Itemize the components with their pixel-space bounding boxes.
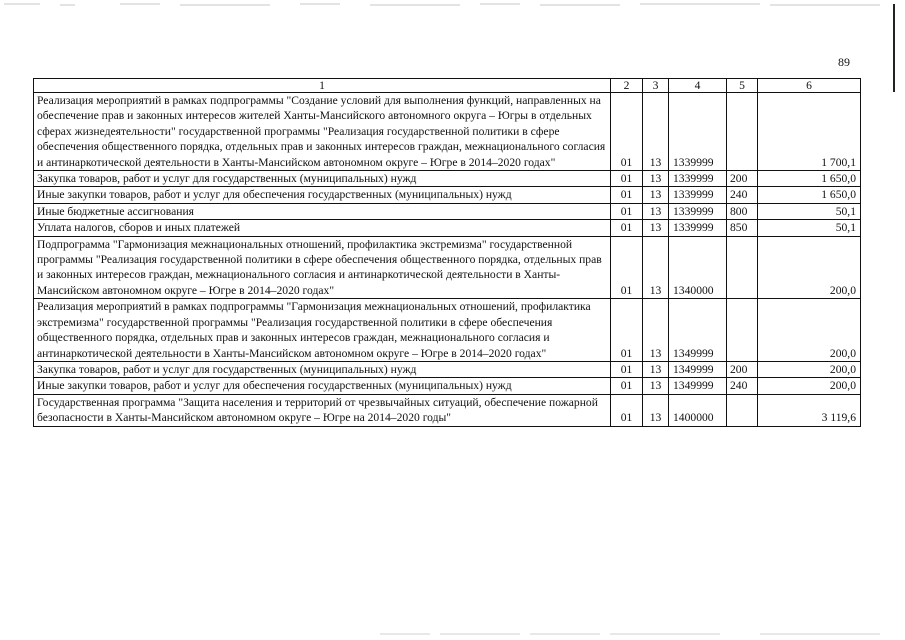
budget-table (33, 78, 861, 427)
subsection-code: 13 (643, 220, 669, 236)
table-row (34, 236, 861, 299)
target-article-code: 1340000 (669, 236, 727, 299)
scan-artifact-bottom (0, 628, 905, 640)
amount: 3 119,6 (758, 394, 861, 426)
row-description: Иные бюджетные ассигнования (34, 203, 611, 219)
expense-type-code (727, 93, 758, 171)
amount: 1 650,0 (758, 171, 861, 187)
expense-type-code: 850 (727, 220, 758, 236)
row-description: Подпрограмма "Гармонизация межнациональных отношений, профилактика экстремизма" государственной программы "Реализация государственной политики в сфере обеспечения общественного порядка, отдельных прав и законных интересов граждан, межнационального согласия и антинаркотической деятельности в Ханты-Мансийском автономном округе – Югре в 2014–2020 годах" (34, 236, 611, 299)
amount: 200,0 (758, 378, 861, 394)
column-header-4: 4 (669, 79, 727, 93)
row-description: Иные закупки товаров, работ и услуг для обеспечения государственных (муниципальных) нужд (34, 187, 611, 203)
page-edge-rule (893, 4, 895, 92)
row-description: Реализация мероприятий в рамках подпрограммы "Создание условий для выполнения функций, направленных на обеспечение прав и законных интересов жителей Ханты-Мансийского автономного округа – Югры в отдельных сферах жизнедеятельности" государственной программы "Реализация государственной политики в сфере обеспечения общественного порядка, отдельных прав и законных интересов граждан, межнационального согласия и антинаркотической деятельности в Ханты-Мансийском автономном округе – Югре в 2014–2020 годах" (34, 93, 611, 171)
target-article-code: 1339999 (669, 93, 727, 171)
target-article-code: 1349999 (669, 361, 727, 377)
subsection-code: 13 (643, 236, 669, 299)
page-number: 89 (838, 55, 850, 69)
section-code: 01 (611, 378, 643, 394)
expense-type-code: 240 (727, 187, 758, 203)
subsection-code: 13 (643, 394, 669, 426)
target-article-code: 1339999 (669, 171, 727, 187)
target-article-code: 1339999 (669, 187, 727, 203)
row-description: Государственная программа "Защита населения и территорий от чрезвычайных ситуаций, обеспечение пожарной безопасности в Ханты-Мансийском автономном округе – Югре на 2014–2020 годы" (34, 394, 611, 426)
target-article-code: 1339999 (669, 220, 727, 236)
subsection-code: 13 (643, 361, 669, 377)
section-code: 01 (611, 394, 643, 426)
row-description: Закупка товаров, работ и услуг для государственных (муниципальных) нужд (34, 171, 611, 187)
target-article-code: 1349999 (669, 378, 727, 394)
row-description: Реализация мероприятий в рамках подпрограммы "Гармонизация межнациональных отношений, профилактика экстремизма" государственной программы "Реализация государственной политики в сфере обеспечения общественного порядка, отдельных прав и законных интересов граждан, межнационального согласия и антинаркотической деятельности в Ханты-Мансийском автономном округе – Югре в 2014–2020 годах" (34, 299, 611, 362)
target-article-code: 1339999 (669, 203, 727, 219)
expense-type-code (727, 236, 758, 299)
amount: 50,1 (758, 220, 861, 236)
row-description: Закупка товаров, работ и услуг для государственных (муниципальных) нужд (34, 361, 611, 377)
subsection-code: 13 (643, 171, 669, 187)
subsection-code: 13 (643, 93, 669, 171)
table-row (34, 394, 861, 426)
column-header-2: 2 (611, 79, 643, 93)
table-row (34, 378, 861, 394)
section-code: 01 (611, 187, 643, 203)
section-code: 01 (611, 236, 643, 299)
expense-type-code (727, 394, 758, 426)
expense-type-code: 240 (727, 378, 758, 394)
table-row (34, 299, 861, 362)
subsection-code: 13 (643, 187, 669, 203)
table-row (34, 93, 861, 171)
table-row (34, 203, 861, 219)
column-header-3: 3 (643, 79, 669, 93)
section-code: 01 (611, 171, 643, 187)
table-row (34, 220, 861, 236)
amount: 200,0 (758, 236, 861, 299)
section-code: 01 (611, 93, 643, 171)
amount: 50,1 (758, 203, 861, 219)
scan-artifact-top (0, 0, 905, 16)
expense-type-code: 800 (727, 203, 758, 219)
table-row (34, 361, 861, 377)
amount: 1 700,1 (758, 93, 861, 171)
target-article-code: 1400000 (669, 394, 727, 426)
expense-type-code: 200 (727, 361, 758, 377)
subsection-code: 13 (643, 203, 669, 219)
subsection-code: 13 (643, 299, 669, 362)
amount: 200,0 (758, 299, 861, 362)
section-code: 01 (611, 220, 643, 236)
table-row (34, 187, 861, 203)
subsection-code: 13 (643, 378, 669, 394)
section-code: 01 (611, 299, 643, 362)
column-number-row (34, 79, 861, 93)
section-code: 01 (611, 361, 643, 377)
amount: 200,0 (758, 361, 861, 377)
expense-type-code: 200 (727, 171, 758, 187)
row-description: Иные закупки товаров, работ и услуг для обеспечения государственных (муниципальных) нужд (34, 378, 611, 394)
amount: 1 650,0 (758, 187, 861, 203)
expense-type-code (727, 299, 758, 362)
row-description: Уплата налогов, сборов и иных платежей (34, 220, 611, 236)
target-article-code: 1349999 (669, 299, 727, 362)
column-header-1: 1 (34, 79, 611, 93)
section-code: 01 (611, 203, 643, 219)
column-header-6: 6 (758, 79, 861, 93)
table-row (34, 171, 861, 187)
column-header-5: 5 (727, 79, 758, 93)
